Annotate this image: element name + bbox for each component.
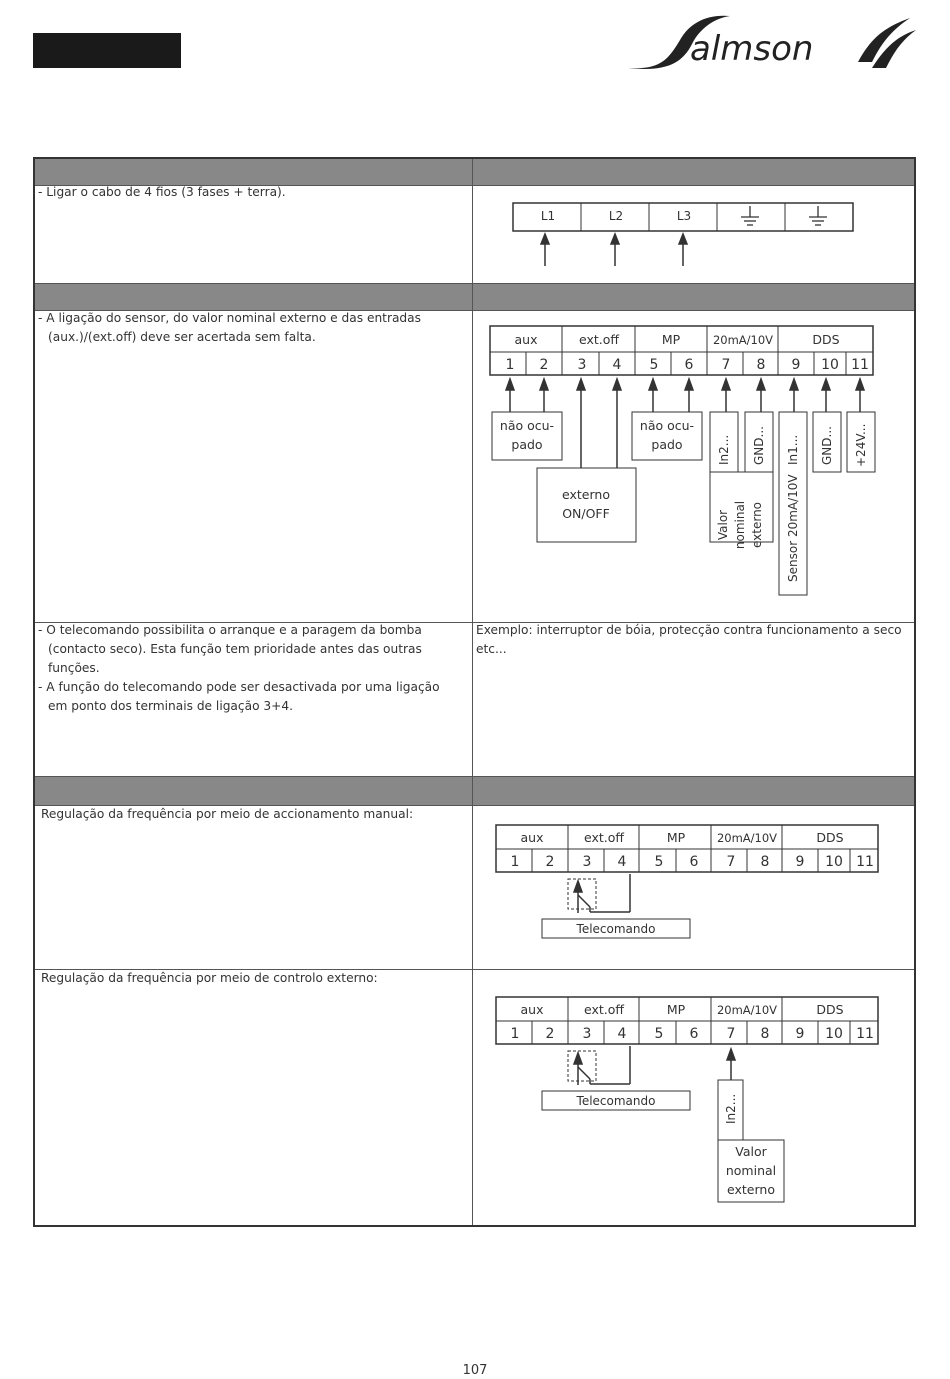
- svg-text:3: 3: [577, 357, 587, 373]
- svg-text:DDS: DDS: [812, 332, 840, 347]
- svg-text:Sensor 20mA/10V: Sensor 20mA/10V: [786, 474, 800, 582]
- svg-text:5: 5: [654, 1026, 664, 1042]
- svg-text:ext.off: ext.off: [578, 332, 620, 347]
- svg-text:pado: pado: [651, 437, 683, 452]
- svg-text:2: 2: [539, 357, 549, 373]
- control-terminal-diagram: [480, 320, 890, 605]
- svg-text:DDS: DDS: [816, 1002, 844, 1017]
- svg-text:ext.off: ext.off: [583, 830, 625, 845]
- svg-text:5: 5: [649, 357, 659, 373]
- terminal-l2: L2: [608, 209, 624, 223]
- svg-text:9: 9: [791, 357, 801, 373]
- svg-text:In2...: In2...: [717, 434, 731, 465]
- svg-text:10: 10: [825, 854, 843, 870]
- telecomando-label: Telecomando: [576, 922, 656, 936]
- svg-text:4: 4: [612, 357, 622, 373]
- external-title: Regulação da frequência por meio de controlo externo:: [41, 971, 378, 985]
- svg-text:8: 8: [760, 1026, 770, 1042]
- svg-text:3: 3: [582, 854, 592, 870]
- svg-text:7: 7: [726, 1026, 736, 1042]
- svg-text:9: 9: [795, 1026, 805, 1042]
- power-instruction: - Ligar o cabo de 4 fios (3 fases + terra).: [38, 185, 286, 199]
- terminal-l3: L3: [676, 209, 692, 223]
- svg-text:externo: externo: [562, 487, 610, 502]
- page-number: 107: [462, 1363, 488, 1378]
- svg-text:1: 1: [510, 1026, 520, 1042]
- svg-text:MP: MP: [666, 1002, 686, 1017]
- svg-text:nominal: nominal: [733, 500, 747, 550]
- svg-text:4: 4: [617, 854, 627, 870]
- svg-text:1: 1: [505, 357, 515, 373]
- svg-text:1: 1: [510, 854, 520, 870]
- svg-text:pado: pado: [511, 437, 543, 452]
- svg-text:9: 9: [795, 854, 805, 870]
- svg-text:+24V...: +24V...: [854, 423, 868, 467]
- remote-instructions: - O telecomando possibilita o arranque e a paragem da bomba (contacto seco). Esta função tem prioridade antes das outras funções. - A função do telecomando pode ser desactivada por uma ligação em ponto dos terminais de ligação 3+4.: [38, 623, 440, 713]
- svg-text:almson: almson: [690, 29, 814, 69]
- svg-text:4: 4: [617, 1026, 627, 1042]
- ground-icon: [741, 206, 759, 225]
- svg-text:externo: externo: [750, 501, 764, 549]
- svg-text:não ocu-: não ocu-: [639, 418, 695, 433]
- svg-text:11: 11: [851, 357, 869, 373]
- svg-text:11: 11: [856, 1026, 874, 1042]
- svg-text:6: 6: [689, 1026, 699, 1042]
- terminal-l1: L1: [540, 209, 556, 223]
- section-header-frequency: [35, 777, 914, 805]
- svg-text:20mA/10V: 20mA/10V: [712, 333, 774, 347]
- svg-text:10: 10: [825, 1026, 843, 1042]
- svg-text:In2...: In2...: [724, 1093, 738, 1124]
- svg-text:5: 5: [654, 854, 664, 870]
- svg-text:ON/OFF: ON/OFF: [562, 506, 610, 521]
- svg-text:8: 8: [756, 357, 766, 373]
- svg-text:6: 6: [689, 854, 699, 870]
- svg-text:ext.off: ext.off: [583, 1002, 625, 1017]
- svg-text:MP: MP: [661, 332, 681, 347]
- svg-text:6: 6: [684, 357, 694, 373]
- salmson-logo: [620, 10, 920, 80]
- external-terminal-diagram: [490, 992, 890, 1207]
- svg-text:7: 7: [721, 357, 731, 373]
- svg-text:2: 2: [545, 1026, 555, 1042]
- svg-text:MP: MP: [666, 830, 686, 845]
- svg-text:externo: externo: [727, 1182, 775, 1197]
- svg-text:3: 3: [582, 1026, 592, 1042]
- section-header-control: [35, 284, 914, 310]
- svg-text:aux: aux: [520, 830, 544, 845]
- column-divider: [472, 159, 473, 1225]
- svg-text:GND...: GND...: [752, 426, 766, 465]
- control-instruction: - A ligação do sensor, do valor nominal externo e das entradas (aux.)/(ext.off) deve ser acertada sem falta.: [38, 311, 421, 344]
- svg-text:2: 2: [545, 854, 555, 870]
- manual-terminal-diagram: [490, 820, 890, 945]
- remote-example: Exemplo: interruptor de bóia, protecção contra funcionamento a seco etc...: [476, 623, 902, 656]
- svg-text:GND...: GND...: [820, 426, 834, 465]
- ground-icon: [809, 206, 827, 225]
- svg-text:nominal: nominal: [725, 1163, 777, 1178]
- svg-text:não ocu-: não ocu-: [499, 418, 555, 433]
- svg-text:10: 10: [821, 357, 839, 373]
- manual-title: Regulação da frequência por meio de accionamento manual:: [41, 807, 414, 821]
- svg-text:In1...: In1...: [786, 434, 800, 465]
- svg-text:aux: aux: [520, 1002, 544, 1017]
- svg-text:8: 8: [760, 854, 770, 870]
- svg-text:aux: aux: [514, 332, 538, 347]
- svg-text:11: 11: [856, 854, 874, 870]
- svg-text:7: 7: [726, 854, 736, 870]
- header-bar: [33, 33, 181, 68]
- svg-text:DDS: DDS: [816, 830, 844, 845]
- svg-text:20mA/10V: 20mA/10V: [716, 831, 778, 845]
- svg-text:Valor: Valor: [716, 509, 730, 541]
- svg-text:Valor: Valor: [735, 1144, 767, 1159]
- power-terminal-diagram: [505, 198, 860, 270]
- svg-text:20mA/10V: 20mA/10V: [716, 1003, 778, 1017]
- section-header-power: [35, 159, 914, 185]
- telecomando-label: Telecomando: [576, 1094, 656, 1108]
